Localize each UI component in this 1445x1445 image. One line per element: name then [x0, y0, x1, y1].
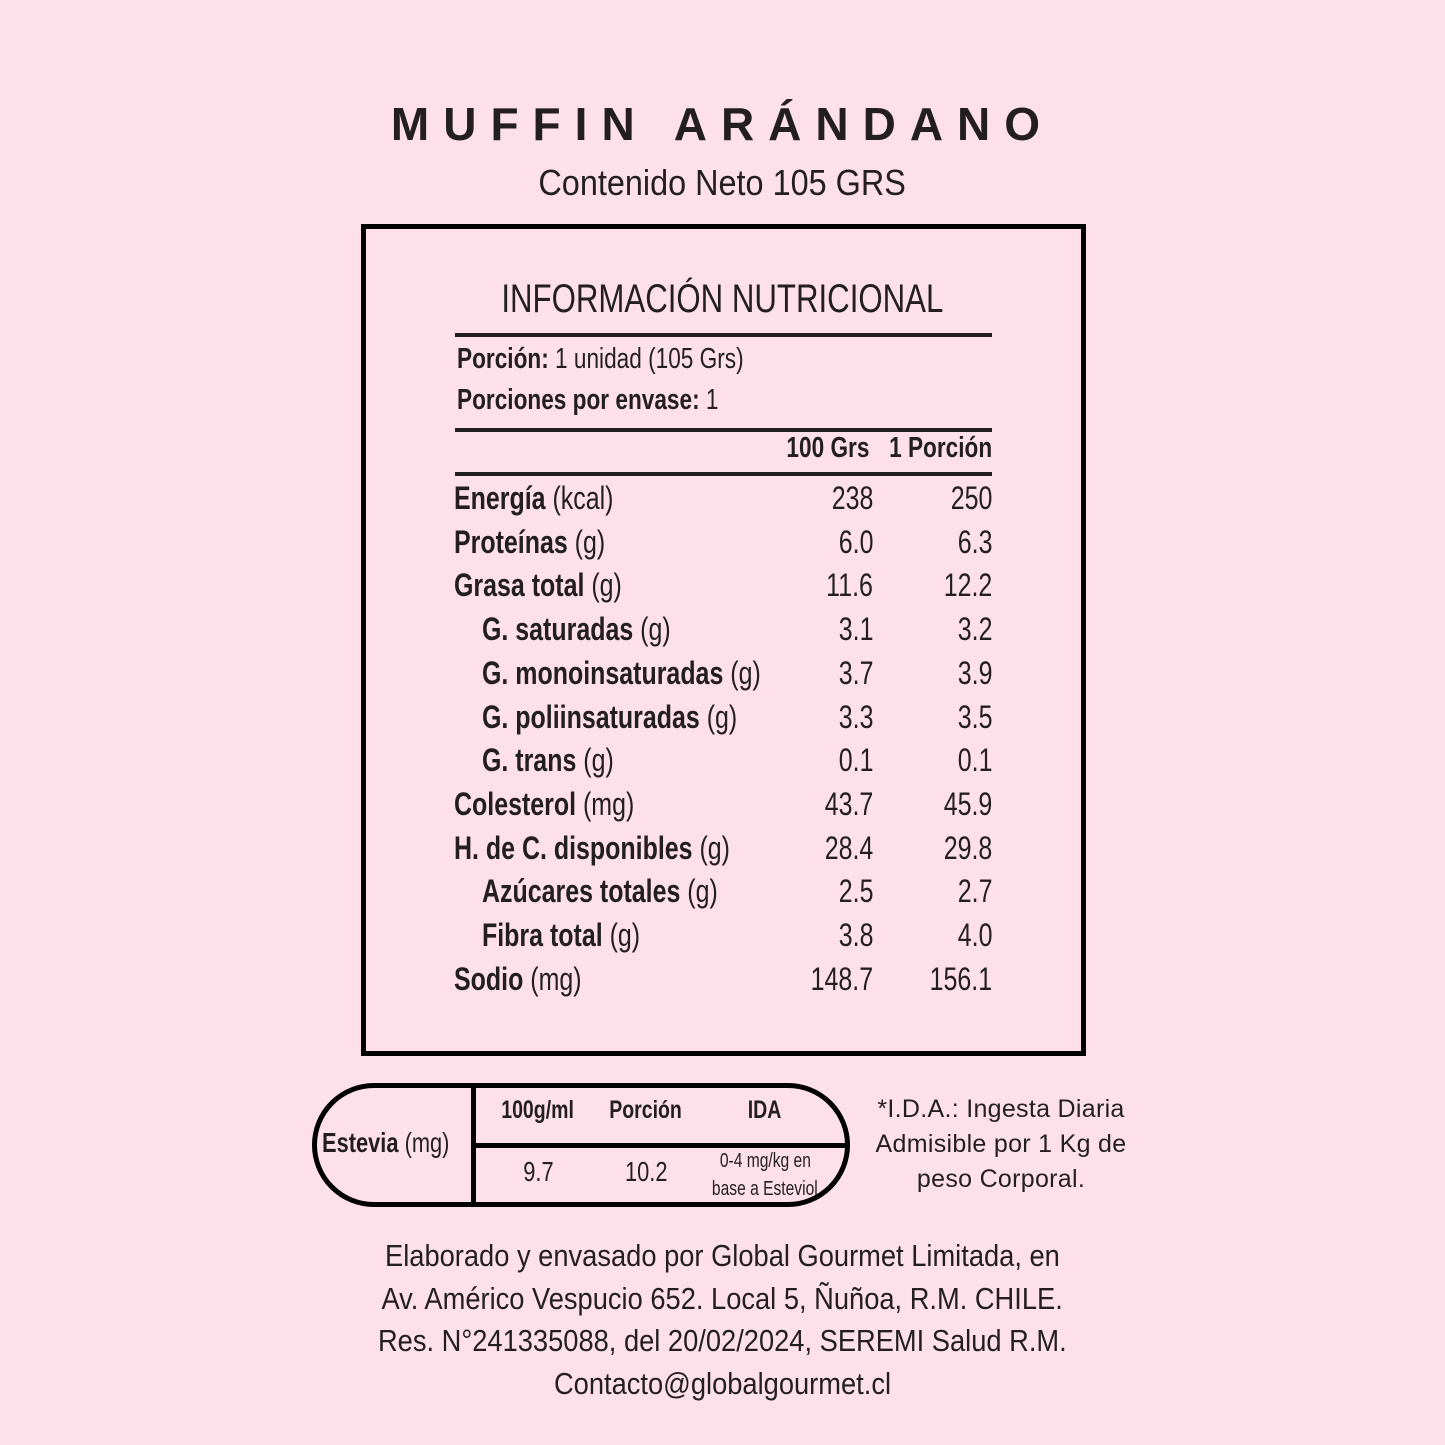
nutrient-value-portion	[948, 607, 992, 651]
nutrient-value-portion-text: 4.0	[957, 917, 992, 953]
nutrient-name: Colesterol	[454, 785, 577, 822]
nutrition-row	[0, 476, 1445, 520]
nutrient-unit: (kcal)	[552, 480, 614, 516]
nutrient-name: Proteínas	[454, 523, 568, 560]
nutrient-value-100g-text: 0.1	[838, 742, 873, 779]
nutrient-value-100g-text: 3.8	[838, 917, 873, 953]
servings-per-pack	[457, 382, 792, 418]
stevia-header-portion	[596, 1094, 696, 1126]
nutrient-value-100g-text: 148.7	[810, 960, 873, 997]
ida-footnote-line1: *I.D.A.: Ingesta Diaria	[877, 1095, 1125, 1123]
stevia-header-ida	[715, 1094, 815, 1126]
nutrient-value-100g-text: 3.3	[838, 698, 873, 735]
nutrient-value-portion-text: 156.1	[929, 960, 992, 997]
nutrition-title	[0, 275, 1445, 323]
product-title: MUFFIN ARÁNDANO	[390, 98, 1055, 150]
nutrition-row	[0, 563, 1445, 607]
nutrient-value-portion-text: 3.9	[957, 654, 992, 691]
nutrient-unit: (g)	[687, 873, 718, 910]
nutrient-value-portion	[948, 651, 992, 695]
nutrient-label	[482, 913, 685, 957]
nutrient-unit: (mg)	[530, 960, 582, 997]
nutrient-name: Grasa total	[454, 567, 585, 604]
manufacturer-line1: Elaborado y envasado por Global Gourmet Limitada, en	[385, 1238, 1060, 1273]
nutrient-name: Sodio	[454, 960, 524, 997]
nutrient-unit: (g)	[609, 917, 641, 953]
stevia-name: Estevia	[322, 1127, 399, 1158]
ida-footnote	[868, 1092, 1134, 1197]
nutrient-value-100g	[829, 913, 873, 957]
stevia-value-portion-text: 10.2	[624, 1156, 668, 1187]
nutrient-value-100g-text: 6.0	[838, 523, 873, 560]
nutrient-label	[482, 869, 784, 913]
servings-per-pack-label: Porciones por envase:	[457, 384, 700, 416]
nutrient-value-100g	[829, 695, 873, 739]
nutrient-name: H. de C. disponibles	[454, 829, 693, 866]
nutrient-name: G. poliinsaturadas	[482, 698, 700, 735]
nutrient-label	[454, 826, 808, 870]
nutrient-value-portion-text: 250	[950, 480, 992, 516]
nutrient-name: Energía	[454, 480, 546, 516]
nutrient-label	[482, 695, 809, 739]
nutrition-row	[0, 738, 1445, 782]
nutrient-name: G. trans	[482, 742, 577, 779]
ida-footnote-line3: peso Corporal.	[916, 1165, 1086, 1193]
serving-size	[457, 341, 825, 377]
nutrient-unit: (mg)	[582, 785, 635, 822]
nutrient-name: G. monoinsaturadas	[482, 654, 724, 691]
nutrient-value-100g	[813, 563, 873, 607]
nutrition-row	[0, 520, 1445, 564]
manufacturer-contact-email: Contacto@globalgourmet.cl	[553, 1365, 892, 1401]
stevia-header-ida-text: IDA	[748, 1096, 782, 1124]
manufacturer-info	[0, 1235, 1445, 1405]
stevia-label	[322, 1125, 485, 1161]
nutrient-value-portion	[948, 738, 992, 782]
nutrient-label	[454, 957, 618, 1001]
stevia-value-ida	[690, 1147, 840, 1203]
nutrient-value-portion	[948, 695, 992, 739]
nutrient-value-100g-text: 2.5	[838, 873, 873, 910]
nutrient-value-100g	[829, 738, 873, 782]
nutrient-unit: (g)	[706, 698, 738, 735]
nutrient-value-100g	[811, 782, 873, 826]
nutrition-row	[0, 826, 1445, 870]
manufacturer-resolution: Res. N°241335088, del 20/02/2024, SEREMI Salud R.M.	[378, 1323, 1067, 1358]
nutrient-name: G. saturadas	[482, 611, 634, 648]
nutrition-row	[0, 651, 1445, 695]
serving-size-label: Porción:	[457, 343, 549, 375]
nutrient-value-portion-text: 45.9	[943, 785, 992, 822]
nutrient-value-portion-text: 6.3	[957, 523, 992, 560]
nutrient-value-portion	[948, 869, 992, 913]
stevia-unit: (mg)	[404, 1127, 450, 1158]
nutrition-row	[0, 957, 1445, 1001]
nutrient-label	[454, 476, 658, 520]
nutrient-value-100g-text: 43.7	[824, 785, 873, 822]
divider-top	[455, 333, 992, 337]
stevia-value-portion	[596, 1155, 696, 1189]
servings-per-pack-value: 1	[705, 384, 719, 416]
nutrition-row	[0, 607, 1445, 651]
nutrient-value-portion-text: 12.2	[943, 567, 992, 604]
nutrient-value-portion	[948, 913, 992, 957]
nutrient-value-portion-text: 0.1	[957, 742, 992, 779]
nutrient-value-100g	[829, 869, 873, 913]
nutrient-value-100g-text: 3.7	[838, 654, 873, 691]
nutrient-label	[482, 651, 839, 695]
nutrition-row	[0, 782, 1445, 826]
nutrient-label	[454, 520, 648, 564]
nutrient-value-100g	[829, 607, 873, 651]
stevia-value-100g	[488, 1155, 588, 1189]
nutrient-value-portion	[939, 476, 992, 520]
column-header-portion-text: 1 Porción	[888, 432, 992, 464]
stevia-header-100g-text: 100g/ml	[501, 1096, 575, 1124]
nutrient-unit: (g)	[730, 654, 761, 691]
nutrient-value-portion-text: 3.2	[957, 611, 992, 648]
nutrient-label	[454, 563, 669, 607]
nutrient-value-100g	[829, 520, 873, 564]
stevia-value-100g-text: 9.7	[522, 1156, 554, 1187]
nutrient-unit: (g)	[583, 742, 614, 779]
nutrient-value-100g	[829, 651, 873, 695]
nutrient-unit: (g)	[640, 611, 671, 648]
nutrient-value-portion-text: 3.5	[957, 698, 992, 735]
nutrient-value-portion	[930, 782, 992, 826]
nutrition-row	[0, 913, 1445, 957]
stevia-ida-line2: base a Esteviol	[712, 1178, 818, 1200]
nutrient-value-portion	[930, 826, 992, 870]
nutrient-value-portion	[930, 563, 992, 607]
nutrient-value-portion	[948, 520, 992, 564]
net-content	[0, 160, 1445, 206]
stevia-header-portion-text: Porción	[609, 1096, 683, 1124]
ida-footnote-line2: Admisible por 1 Kg de	[875, 1130, 1127, 1158]
nutrient-value-100g	[820, 476, 873, 520]
nutrient-value-portion	[912, 957, 992, 1001]
column-header-portion	[860, 430, 992, 466]
column-header-100g-text: 100 Grs	[785, 432, 869, 464]
stevia-ida-line1: 0-4 mg/kg en	[719, 1150, 811, 1172]
nutrition-title-text: INFORMACIÓN NUTRICIONAL	[501, 277, 944, 321]
nutrient-value-portion-text: 2.7	[957, 873, 992, 910]
net-content-text: Contenido Neto 105 GRS	[538, 162, 907, 203]
nutrient-label	[454, 782, 685, 826]
nutrient-value-100g-text: 3.1	[838, 611, 873, 648]
nutrition-row	[0, 869, 1445, 913]
nutrient-value-100g	[793, 957, 873, 1001]
nutrient-value-100g-text: 11.6	[826, 567, 873, 604]
nutrient-unit: (g)	[574, 523, 606, 560]
nutrient-value-portion-text: 29.8	[943, 829, 992, 866]
nutrition-row	[0, 695, 1445, 739]
nutrient-unit: (g)	[699, 829, 730, 866]
nutrient-label	[482, 738, 651, 782]
stevia-header-100g	[488, 1094, 588, 1126]
nutrient-value-100g-text: 238	[831, 480, 873, 516]
nutrient-label	[482, 607, 724, 651]
nutrient-unit: (g)	[591, 567, 622, 604]
nutrient-name: Azúcares totales	[482, 873, 681, 910]
nutrient-value-100g-text: 28.4	[824, 829, 873, 866]
nutrient-name: Fibra total	[482, 917, 603, 953]
column-header-100g	[763, 430, 869, 466]
manufacturer-address: Av. Américo Vespucio 652. Local 5, Ñuñoa, R.M. CHILE.	[381, 1280, 1064, 1316]
serving-size-value: 1 unidad (105 Grs)	[555, 343, 744, 375]
nutrient-value-100g	[811, 826, 873, 870]
